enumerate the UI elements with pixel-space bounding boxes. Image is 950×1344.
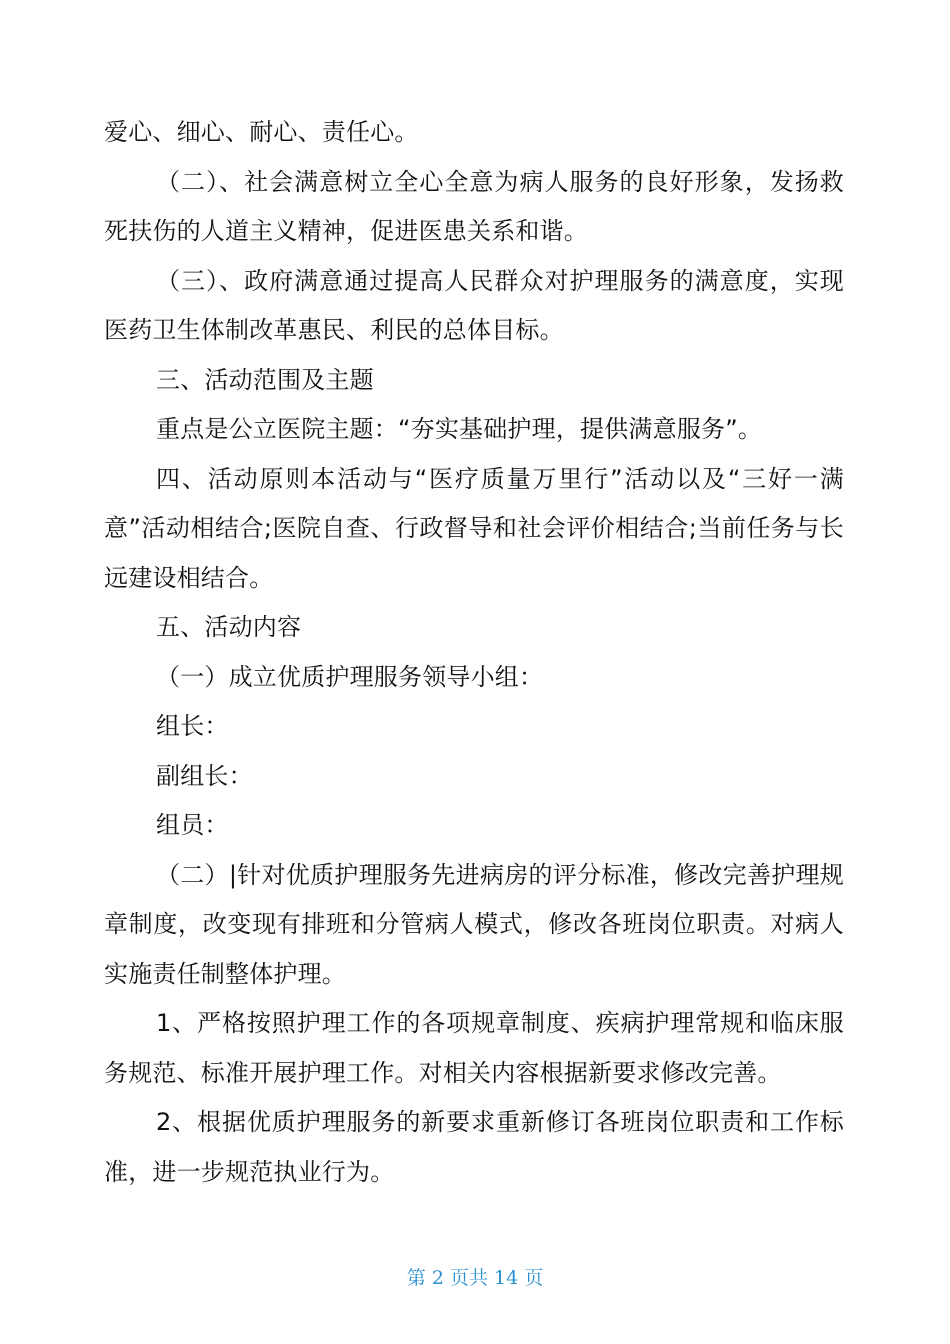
field-label-deputy-leader: 副组长：: [156, 761, 253, 790]
subsection-heading: （一）成立优质护理服务领导小组：: [156, 662, 544, 691]
paragraph: 重点是公立医院主题：“夯实基础护理，提供满意服务”。: [156, 415, 763, 443]
paragraph: （三）、政府满意通过提高人民群众对护理服务的满意度，实现医药卫生体制改革惠民、利民的总体目标。: [104, 266, 844, 344]
list-item: 1、严格按照护理工作的各项规章制度、疾病护理常规和临床服务规范、标准开展护理工作。对相关内容根据新要求修改完善。: [104, 1009, 844, 1087]
paragraph: 四、活动原则本活动与“医疗质量万里行”活动以及“三好一满意”活动相结合;医院自查、行政督导和社会评价相结合;当前任务与长远建设相结合。: [104, 464, 844, 592]
page-number-footer: 第 2 页共 14 页: [406, 1267, 544, 1289]
document-body: [104, 108, 844, 1197]
section-heading: 三、活动范围及主题: [156, 365, 374, 394]
section-heading: 五、活动内容: [156, 613, 302, 641]
paragraph: （二）、社会满意树立全心全意为病人服务的良好形象，发扬救死扶伤的人道主义精神，促进医患关系和谐。: [104, 167, 844, 245]
paragraph: （二）|针对优质护理服务先进病房的评分标准，修改完善护理规章制度，改变现有排班和分管病人模式，修改各班岗位职责。对病人实施责任制整体护理。: [104, 860, 844, 988]
field-label-group-leader: 组长：: [156, 712, 229, 740]
list-item: 2、根据优质护理服务的新要求重新修订各班岗位职责和工作标准，进一步规范执业行为。: [104, 1108, 844, 1186]
field-label-members: 组员：: [156, 811, 229, 839]
paragraph: 爱心、细心、耐心、责任心。: [104, 118, 419, 146]
